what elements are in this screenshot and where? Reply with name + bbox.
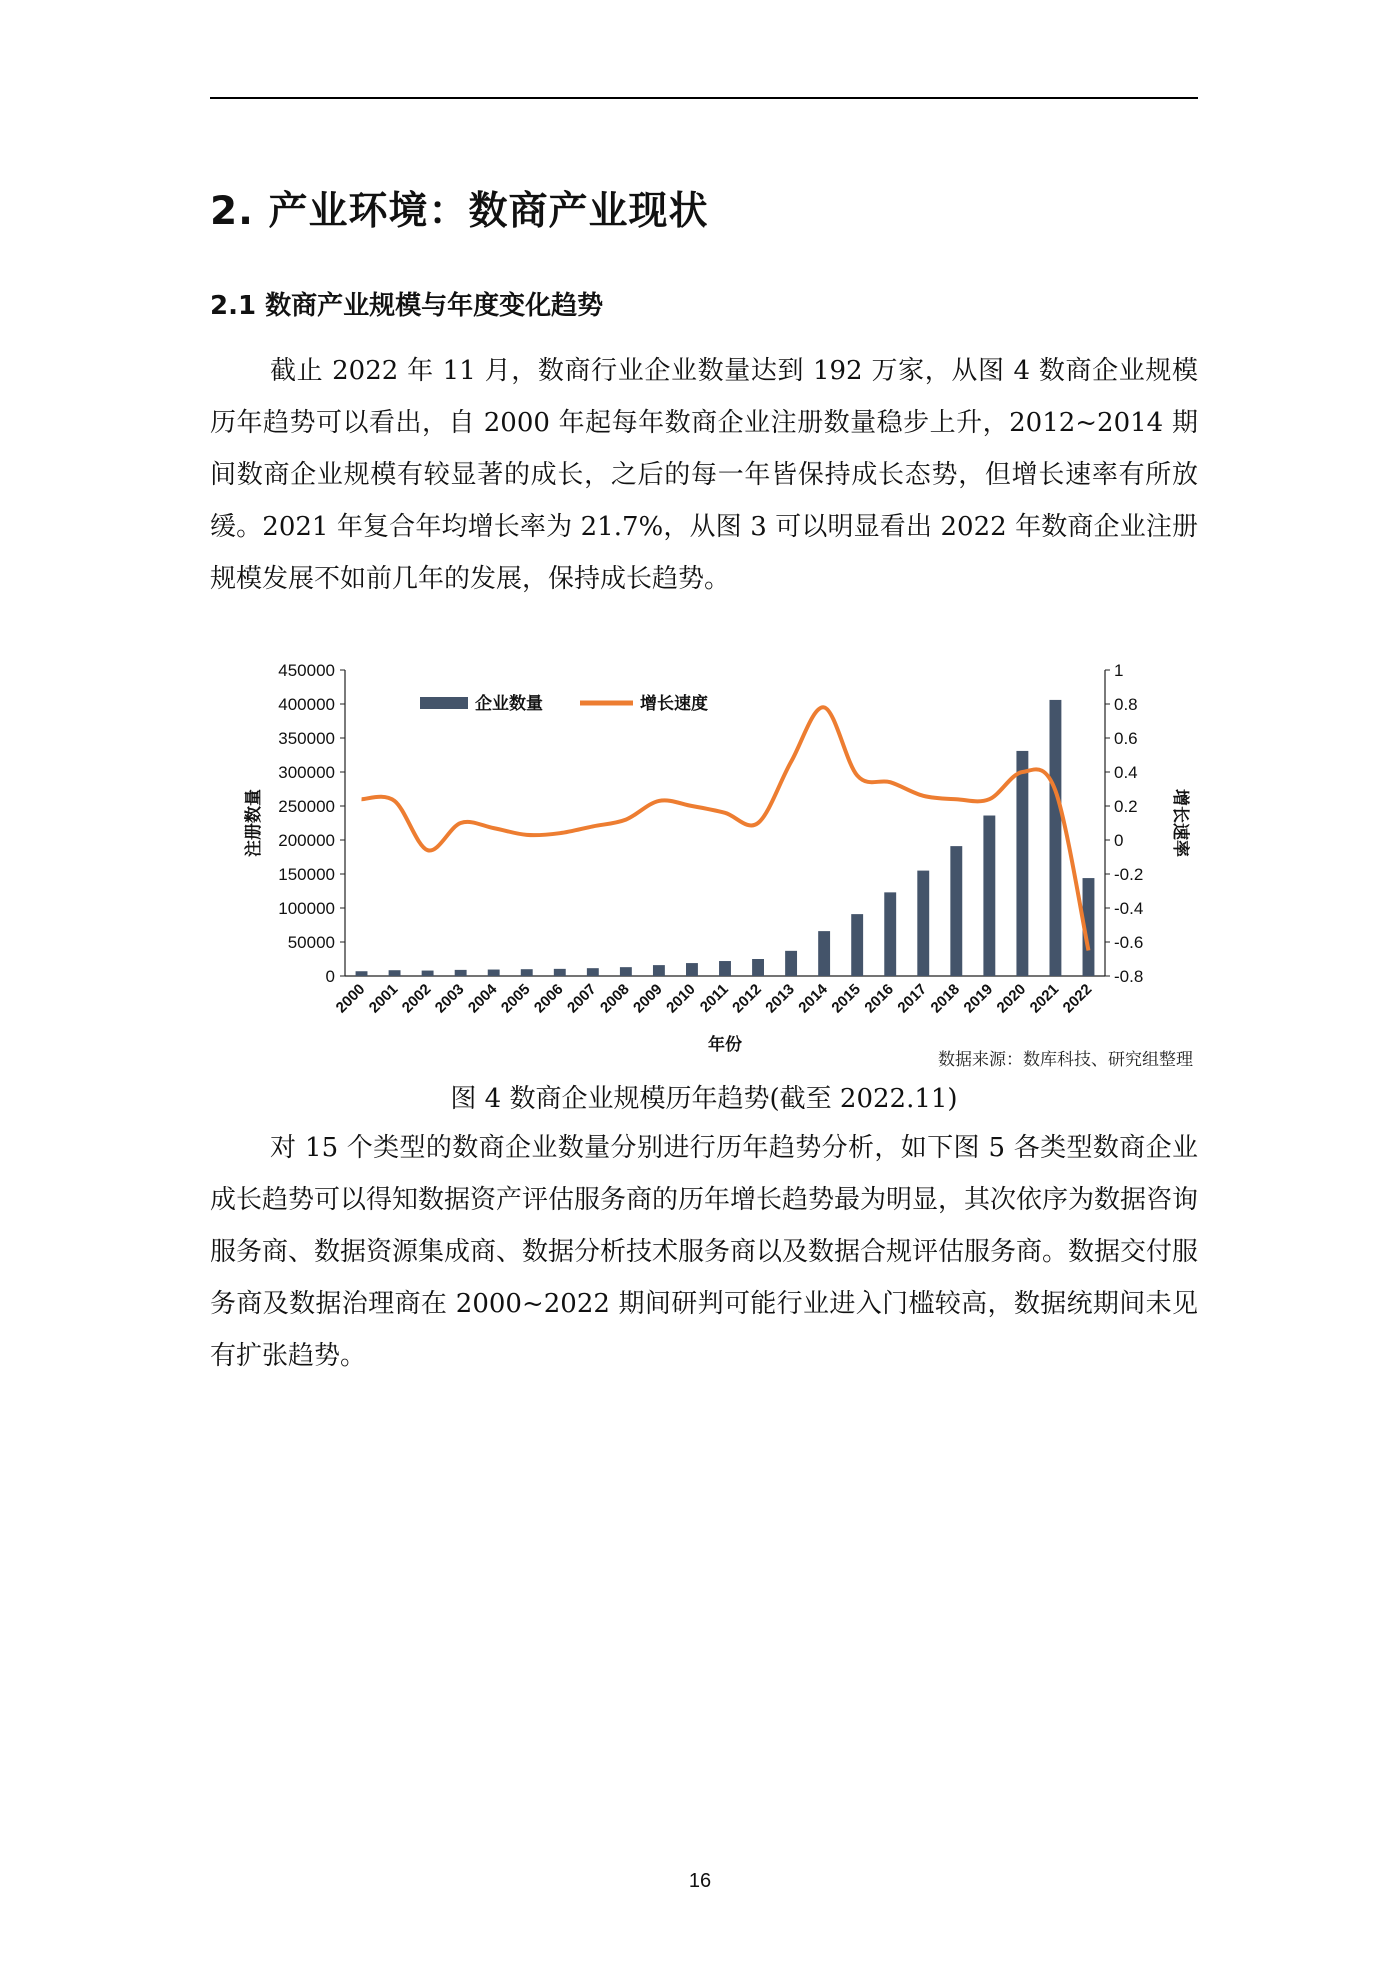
bar-2006 bbox=[554, 969, 566, 976]
bar-2001 bbox=[389, 970, 401, 976]
growth-line bbox=[362, 707, 1089, 950]
x-tick-label: 2019 bbox=[960, 980, 997, 1017]
y2-tick-label: -0.4 bbox=[1114, 899, 1144, 918]
x-axis-title: 年份 bbox=[708, 1035, 742, 1054]
y-tick-label: 0 bbox=[325, 967, 335, 986]
x-tick-label: 2009 bbox=[630, 980, 666, 1017]
y2-tick-label: 0.6 bbox=[1114, 729, 1138, 748]
source-note: 数据来源：数库科技、研究组整理 bbox=[938, 1050, 1193, 1069]
y2-tick-label: -0.8 bbox=[1114, 967, 1144, 986]
bar-2017 bbox=[917, 871, 929, 976]
paragraph-2: 对 15 个类型的数商企业数量分别进行历年趋势分析，如下图 5 各类型数商企业成长趋势可以得知数据资产评估服务商的历年增长趋势最为明显，其次依序为数据咨询服务商、数据资源集成商、数据分析技术服务商以及数据合规评估服务商。数据交付服务商及数据治理商在 2000~2022 期间研判可能行业进入门槛较高，数据统期间未见有扩张趋势。 bbox=[210, 1133, 1199, 1371]
section-title: 2. 产业环境：数商产业现状 bbox=[210, 189, 709, 234]
bar-2021 bbox=[1049, 700, 1061, 976]
x-tick-label: 2013 bbox=[762, 980, 798, 1017]
subsection-title: 2.1 数商产业规模与年度变化趋势 bbox=[210, 291, 604, 321]
y-tick-label: 200000 bbox=[278, 831, 335, 850]
y-tick-label: 400000 bbox=[278, 695, 335, 714]
bar-2016 bbox=[884, 892, 896, 976]
y2-tick-label: 0.8 bbox=[1114, 695, 1138, 714]
x-tick-label: 2012 bbox=[729, 980, 765, 1017]
bar-2019 bbox=[983, 816, 995, 976]
x-tick-label: 2007 bbox=[564, 980, 600, 1017]
bar-2007 bbox=[587, 968, 599, 976]
x-tick-label: 2018 bbox=[927, 980, 964, 1017]
x-tick-label: 2014 bbox=[795, 980, 831, 1017]
y-tick-label: 150000 bbox=[278, 865, 335, 884]
x-tick-label: 2010 bbox=[663, 980, 699, 1017]
y-tick-label: 250000 bbox=[278, 797, 335, 816]
x-tick-label: 2022 bbox=[1059, 980, 1096, 1017]
x-tick-label: 2016 bbox=[861, 980, 898, 1017]
x-tick-label: 2001 bbox=[365, 980, 402, 1017]
x-tick-label: 2002 bbox=[398, 980, 435, 1017]
bar-2020 bbox=[1016, 751, 1028, 976]
bar-2012 bbox=[752, 959, 764, 976]
bar-2005 bbox=[521, 969, 533, 976]
figure-caption: 图 4 数商企业规模历年趋势(截至 2022.11) bbox=[450, 1084, 958, 1114]
bar-2013 bbox=[785, 951, 797, 976]
x-tick-label: 2004 bbox=[464, 980, 501, 1017]
x-tick-label: 2020 bbox=[993, 980, 1030, 1017]
bar-2009 bbox=[653, 965, 665, 976]
y-tick-label: 100000 bbox=[278, 899, 335, 918]
bar-2002 bbox=[422, 971, 434, 976]
y2-tick-label: 0.2 bbox=[1114, 797, 1138, 816]
bar-2003 bbox=[455, 970, 467, 976]
x-tick-label: 2021 bbox=[1026, 980, 1063, 1017]
x-tick-label: 2017 bbox=[894, 980, 931, 1017]
legend-line-label: 增长速度 bbox=[640, 694, 708, 713]
y2-axis-title: 增长速率 bbox=[1171, 789, 1190, 857]
bar-2000 bbox=[356, 971, 368, 976]
y2-tick-label: -0.6 bbox=[1114, 933, 1144, 952]
bar-2008 bbox=[620, 967, 632, 976]
x-tick-label: 2000 bbox=[332, 980, 369, 1017]
bar-2004 bbox=[488, 970, 500, 976]
x-tick-label: 2005 bbox=[497, 980, 534, 1017]
x-tick-label: 2011 bbox=[696, 980, 732, 1016]
x-tick-label: 2006 bbox=[530, 980, 567, 1017]
bar-2014 bbox=[818, 931, 830, 976]
legend-bar-swatch bbox=[420, 697, 468, 709]
bar-2011 bbox=[719, 961, 731, 976]
x-tick-label: 2008 bbox=[597, 980, 633, 1017]
y-tick-label: 350000 bbox=[278, 729, 335, 748]
growth-chart bbox=[235, 652, 1195, 1092]
legend-bar-label: 企业数量 bbox=[475, 694, 543, 713]
bar-2018 bbox=[950, 846, 962, 976]
x-tick-label: 2015 bbox=[828, 980, 865, 1017]
bar-2015 bbox=[851, 914, 863, 976]
y-axis-title: 注册数量 bbox=[244, 789, 263, 857]
bar-2010 bbox=[686, 963, 698, 976]
y-tick-label: 50000 bbox=[287, 933, 335, 952]
y-tick-label: 450000 bbox=[278, 661, 335, 680]
y2-tick-label: 0 bbox=[1114, 831, 1124, 850]
page-number: 16 bbox=[688, 1870, 712, 1892]
y2-tick-label: -0.2 bbox=[1114, 865, 1144, 884]
y2-tick-label: 1 bbox=[1114, 661, 1124, 680]
x-tick-label: 2003 bbox=[431, 980, 468, 1017]
header-rule bbox=[210, 97, 1198, 99]
y-tick-label: 300000 bbox=[278, 763, 335, 782]
y2-tick-label: 0.4 bbox=[1114, 763, 1138, 782]
paragraph-1: 截止 2022 年 11 月，数商行业企业数量达到 192 万家，从图 4 数商企业规模历年趋势可以看出，自 2000 年起每年数商企业注册数量稳步上升，2012~2014 期间数商企业规模有较显著的成长，之后的每一年皆保持成长态势，但增长速率有所放缓。2021 年复合年均增长率为 21.7%，从图 3 可以明显看出 2022 年数商企业注册规模发展不如前几年的发展，保持成长趋势。 bbox=[210, 356, 1198, 594]
